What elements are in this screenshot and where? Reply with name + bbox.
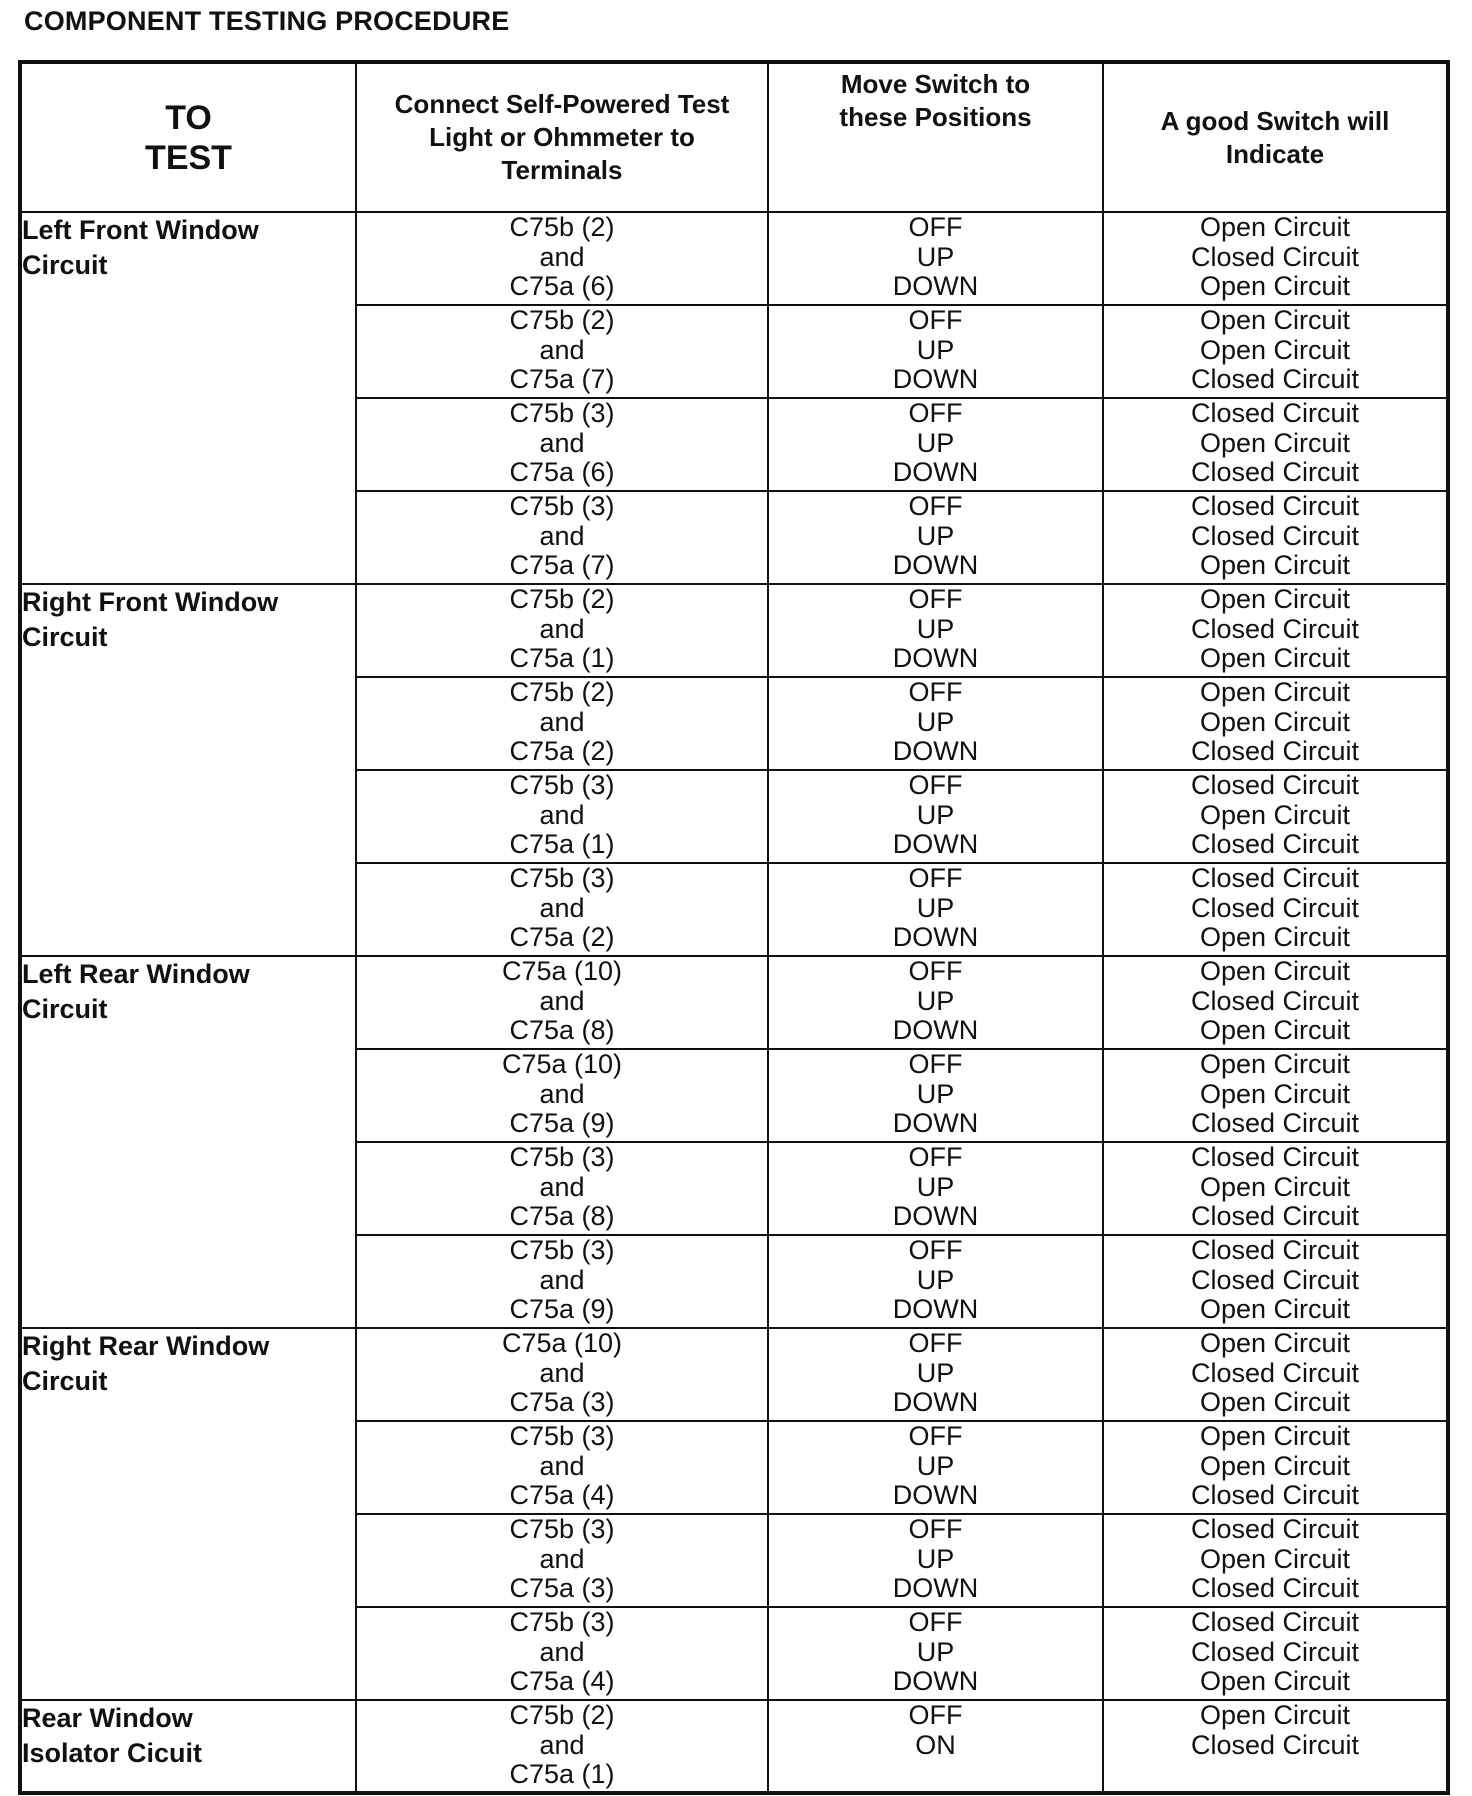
switch-positions-cell: OFF UP DOWN: [768, 1328, 1103, 1421]
terminals-cell: C75b (3) and C75a (4): [356, 1607, 768, 1700]
switch-positions-cell: OFF UP DOWN: [768, 770, 1103, 863]
expected-result-cell: Open Circuit Open Circuit Closed Circuit: [1103, 677, 1448, 770]
expected-result-cell: Closed Circuit Open Circuit Closed Circuit: [1103, 1142, 1448, 1235]
switch-positions-cell: OFF UP DOWN: [768, 1049, 1103, 1142]
switch-positions-cell: OFF UP DOWN: [768, 305, 1103, 398]
terminals-cell: C75b (2) and C75a (6): [356, 212, 768, 305]
expected-result-cell: Open Circuit Open Circuit Closed Circuit: [1103, 1421, 1448, 1514]
terminals-cell: C75b (2) and C75a (7): [356, 305, 768, 398]
table-row: [20, 1328, 1448, 1421]
terminals-cell: C75b (3) and C75a (1): [356, 770, 768, 863]
terminals-cell: C75a (10) and C75a (8): [356, 956, 768, 1049]
header-positions: Move Switch to these Positions: [768, 62, 1103, 212]
expected-result-cell: Open Circuit Open Circuit Closed Circuit: [1103, 1049, 1448, 1142]
test-circuit-label: Rear Window Isolator Cicuit: [20, 1700, 356, 1793]
header-terminals: Connect Self-Powered Test Light or Ohmmeter to Terminals: [356, 62, 768, 212]
expected-result-cell: Closed Circuit Open Circuit Closed Circuit: [1103, 770, 1448, 863]
terminals-cell: C75b (2) and C75a (1): [356, 584, 768, 677]
terminals-cell: C75b (3) and C75a (9): [356, 1235, 768, 1328]
terminals-cell: C75b (3) and C75a (6): [356, 398, 768, 491]
expected-result-cell: Open Circuit Open Circuit Closed Circuit: [1103, 305, 1448, 398]
switch-positions-cell: OFF UP DOWN: [768, 1142, 1103, 1235]
switch-positions-cell: OFF UP DOWN: [768, 956, 1103, 1049]
page-title: COMPONENT TESTING PROCEDURE: [24, 6, 510, 36]
terminals-cell: C75b (3) and C75a (3): [356, 1514, 768, 1607]
expected-result-cell: Closed Circuit Open Circuit Closed Circuit: [1103, 398, 1448, 491]
switch-positions-cell: OFF UP DOWN: [768, 1514, 1103, 1607]
switch-positions-cell: OFF UP DOWN: [768, 212, 1103, 305]
terminals-cell: C75b (3) and C75a (8): [356, 1142, 768, 1235]
expected-result-cell: Closed Circuit Closed Circuit Open Circuit: [1103, 1235, 1448, 1328]
expected-result-cell: Open Circuit Closed Circuit Open Circuit: [1103, 1328, 1448, 1421]
terminals-cell: C75b (3) and C75a (2): [356, 863, 768, 956]
terminals-cell: C75b (3) and C75a (4): [356, 1421, 768, 1514]
terminals-cell: C75b (2) and C75a (2): [356, 677, 768, 770]
header-to-test: TO TEST: [20, 62, 356, 212]
switch-positions-cell: OFF UP DOWN: [768, 1421, 1103, 1514]
expected-result-cell: Closed Circuit Closed Circuit Open Circuit: [1103, 491, 1448, 584]
expected-result-cell: Open Circuit Closed Circuit Open Circuit: [1103, 584, 1448, 677]
table-body: [20, 212, 1448, 1793]
terminals-cell: C75a (10) and C75a (3): [356, 1328, 768, 1421]
switch-positions-cell: OFF UP DOWN: [768, 491, 1103, 584]
switch-positions-cell: OFF UP DOWN: [768, 398, 1103, 491]
switch-positions-cell: OFF UP DOWN: [768, 863, 1103, 956]
test-circuit-label: Right Front Window Circuit: [20, 584, 356, 956]
table-row: [20, 956, 1448, 1049]
terminals-cell: C75b (3) and C75a (7): [356, 491, 768, 584]
switch-positions-cell: OFF UP DOWN: [768, 1235, 1103, 1328]
switch-positions-cell: OFF ON: [768, 1700, 1103, 1793]
switch-positions-cell: OFF UP DOWN: [768, 677, 1103, 770]
test-circuit-label: Right Rear Window Circuit: [20, 1328, 356, 1700]
terminals-cell: C75b (2) and C75a (1): [356, 1700, 768, 1793]
expected-result-cell: Closed Circuit Closed Circuit Open Circuit: [1103, 1607, 1448, 1700]
expected-result-cell: Open Circuit Closed Circuit: [1103, 1700, 1448, 1793]
expected-result-cell: Open Circuit Closed Circuit Open Circuit: [1103, 212, 1448, 305]
test-circuit-label: Left Rear Window Circuit: [20, 956, 356, 1328]
expected-result-cell: Closed Circuit Closed Circuit Open Circuit: [1103, 863, 1448, 956]
component-testing-table: [18, 60, 1450, 1795]
test-circuit-label: Left Front Window Circuit: [20, 212, 356, 584]
table-row: [20, 1700, 1448, 1793]
terminals-cell: C75a (10) and C75a (9): [356, 1049, 768, 1142]
table-row: [20, 212, 1448, 305]
expected-result-cell: Closed Circuit Open Circuit Closed Circuit: [1103, 1514, 1448, 1607]
header-indicate: A good Switch will Indicate: [1103, 62, 1448, 212]
header-row: [20, 62, 1448, 212]
expected-result-cell: Open Circuit Closed Circuit Open Circuit: [1103, 956, 1448, 1049]
switch-positions-cell: OFF UP DOWN: [768, 1607, 1103, 1700]
table-row: [20, 584, 1448, 677]
switch-positions-cell: OFF UP DOWN: [768, 584, 1103, 677]
